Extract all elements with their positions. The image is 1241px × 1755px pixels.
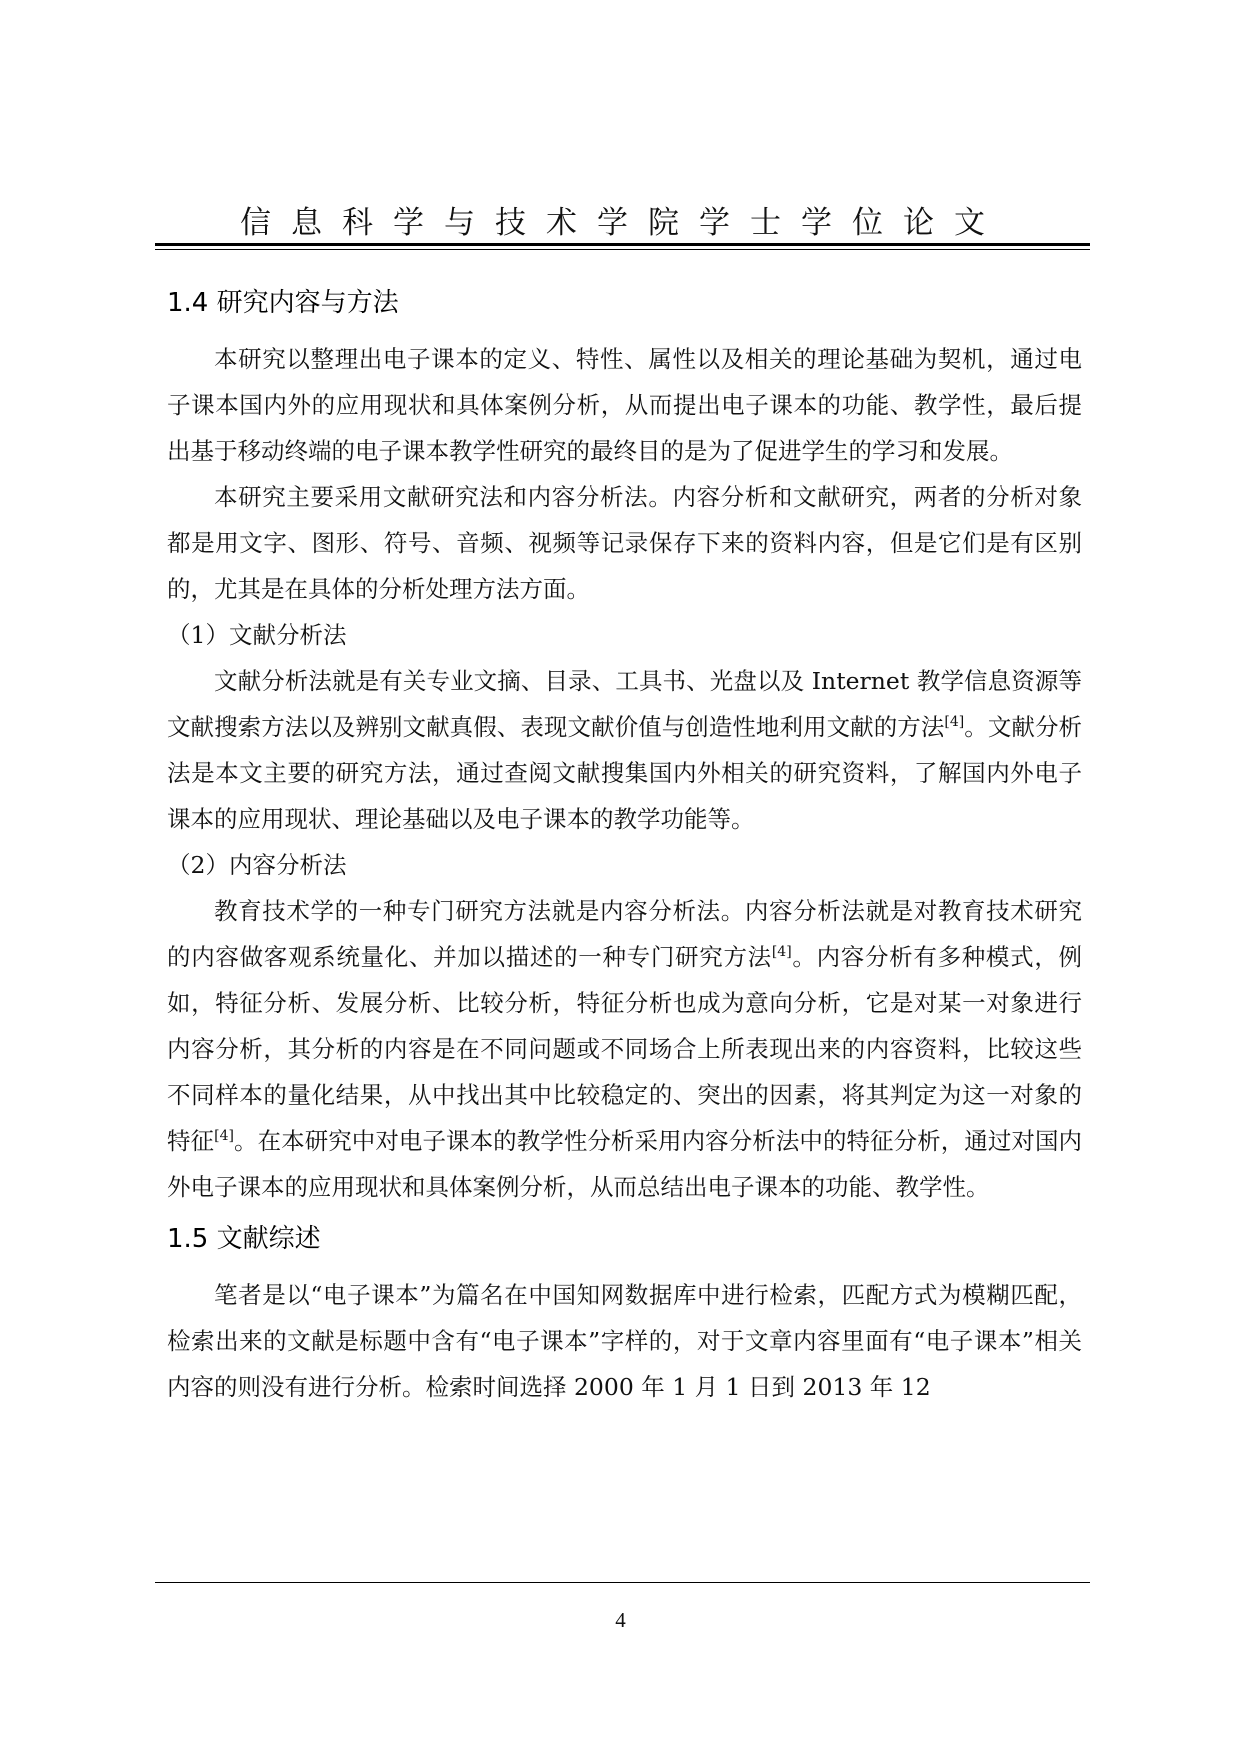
paragraph: 本研究主要采用文献研究法和内容分析法。内容分析和文献研究，两者的分析对象都是用文字、图形、符号、音频、视频等记录保存下来的资料内容，但是它们是有区别的，尤其是在具体的分析处理方法方面。 bbox=[167, 483, 1082, 603]
page-body bbox=[167, 286, 1082, 1410]
paragraph-text: 。内容分析有多种模式，例如，特征分析、发展分析、比较分析，特征分析也成为意向分析，它是对某一对象进行内容分析，其分析的内容是在不同问题或不同场合上所表现出来的内容资料，比较这些不同样本的量化结果，从中找出其中比较稳定的、突出的因素，将其判定为这一对象的特征 bbox=[167, 943, 1083, 1155]
paragraph-text: 。文献分析法是本文主要的研究方法，通过查阅文献搜集国内外相关的研究资料，了解国内外电子课本的应用现状、理论基础以及电子课本的教学功能等。 bbox=[167, 713, 1083, 833]
footer-rule bbox=[155, 1582, 1090, 1583]
citation-ref: [4] bbox=[214, 1128, 234, 1144]
citation-ref: [4] bbox=[944, 714, 965, 730]
citation-ref: [4] bbox=[771, 944, 792, 960]
running-header-title: 信息科学与技术学院学士学位论文 bbox=[240, 205, 1005, 241]
paragraph: 本研究以整理出电子课本的定义、特性、属性以及相关的理论基础为契机，通过电子课本国内外的应用现状和具体案例分析，从而提出电子课本的功能、教学性，最后提出基于移动终端的电子课本教学性研究的最终目的是为了促进学生的学习和发展。 bbox=[167, 345, 1082, 465]
header-rule-thin bbox=[155, 249, 1090, 250]
page-number: 4 bbox=[615, 1608, 626, 1632]
section-heading-1-4: 1.4 研究内容与方法 bbox=[167, 288, 399, 318]
paragraph bbox=[167, 888, 1082, 1210]
method-label-content-analysis: （2）内容分析法 bbox=[167, 851, 347, 879]
paragraph: 笔者是以“电子课本”为篇名在中国知网数据库中进行检索，匹配方式为模糊匹配，检索出来的文献是标题中含有“电子课本”字样的，对于文章内容里面有“电子课本”相关内容的则没有进行分析。检索时间选择 2000 年 1 月 1 日到 2013 年 12 bbox=[167, 1281, 1082, 1401]
header-rule-thick bbox=[155, 243, 1090, 246]
paragraph-text: 。在本研究中对电子课本的教学性分析采用内容分析法中的特征分析，通过对国内外电子课本的应用现状和具体案例分析，从而总结出电子课本的功能、教学性。 bbox=[167, 1127, 1083, 1201]
paragraph bbox=[167, 658, 1082, 842]
paragraph-text: 文献分析法就是有关专业文摘、目录、工具书、光盘以及 Internet 教学信息资源等文献搜索方法以及辨别文献真假、表现文献价值与创造性地利用文献的方法 bbox=[167, 667, 1082, 741]
method-label-literature: （1）文献分析法 bbox=[167, 621, 347, 649]
section-heading-1-5: 1.5 文献综述 bbox=[167, 1224, 321, 1254]
paragraph-text: 教育技术学的一种专门研究方法就是内容分析法。内容分析法就是对教育技术研究的内容做客观系统量化、并加以描述的一种专门研究方法 bbox=[167, 897, 1082, 971]
